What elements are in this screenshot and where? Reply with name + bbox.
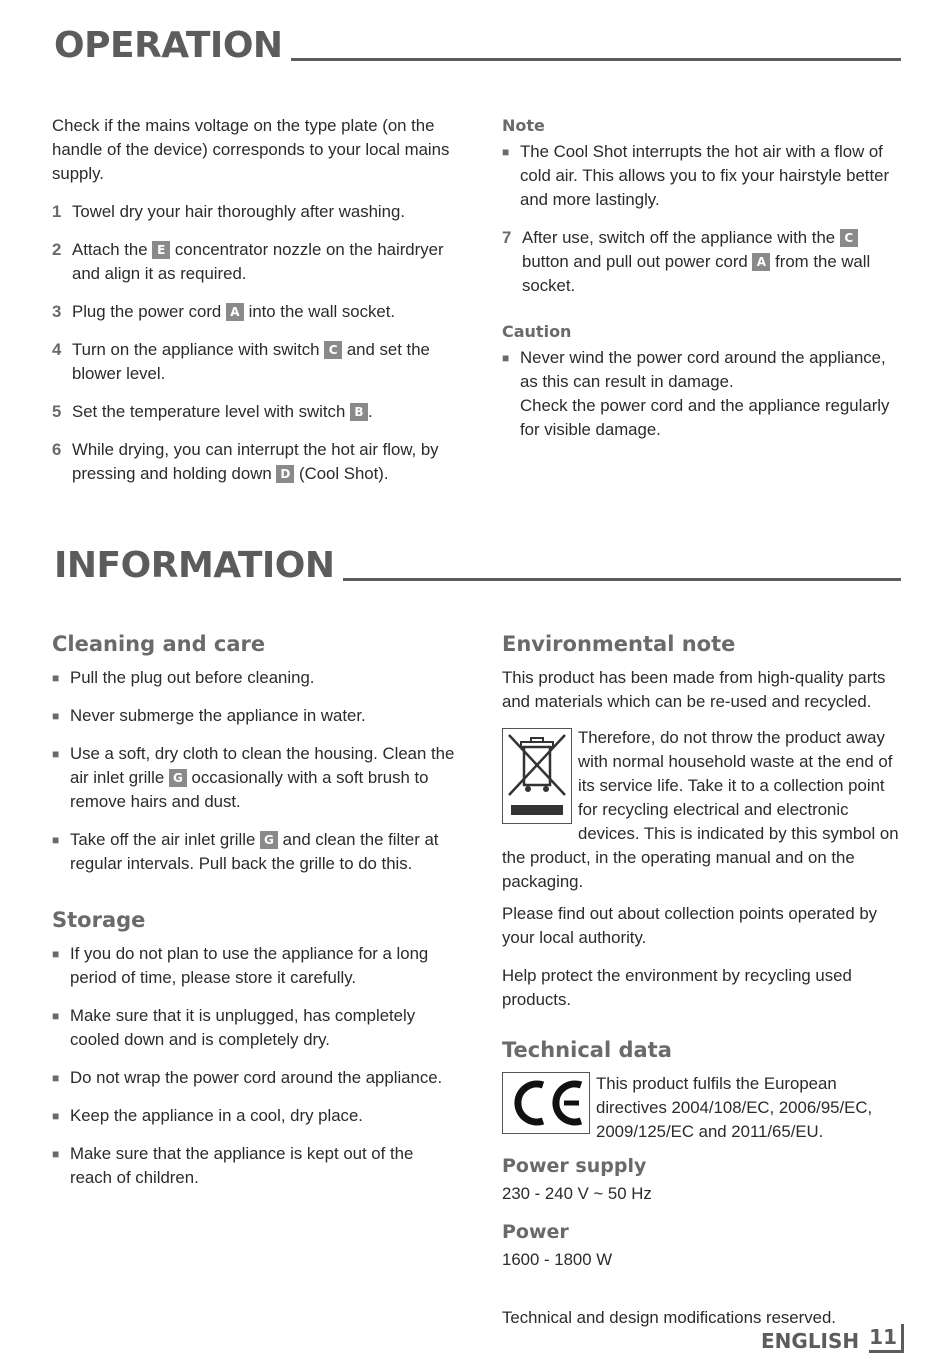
heading-rule	[343, 578, 901, 581]
caution-item	[502, 346, 906, 442]
step-text-part: Turn on the appliance with switch	[72, 340, 325, 359]
storage-list	[52, 942, 456, 1190]
step-number: 3	[52, 302, 62, 321]
storage-text: Do not wrap the power cord around the appliance.	[70, 1068, 443, 1087]
cleaning-text	[70, 828, 456, 876]
operation-heading	[54, 25, 901, 66]
step-item	[52, 200, 456, 224]
bullet-square-icon: ■	[52, 1109, 60, 1123]
note-item	[502, 140, 906, 212]
caution-label: Caution	[502, 322, 572, 341]
key-label: A	[226, 303, 244, 321]
step-text-part: (Cool Shot).	[294, 464, 389, 483]
page-footer	[761, 1324, 904, 1353]
bullet-square-icon: ■	[52, 1147, 60, 1161]
key-label: G	[260, 831, 278, 849]
cleaning-text-part: Take off the air inlet grille	[70, 830, 260, 849]
ce-text: This product fulfils the European directives 2004/108/EC, 2006/95/EC, 2009/125/EC and 2011/65/EU.	[596, 1074, 873, 1141]
note-text: The Cool Shot interrupts the hot air with a flow of cold air. This allows you to fix your hairstyle better and more lastingly.	[520, 142, 890, 209]
storage-item	[52, 1104, 456, 1128]
cleaning-text	[70, 666, 456, 690]
step-text-part: .	[367, 402, 373, 421]
storage-text: Make sure that it is unplugged, has completely cooled down and is completely dry.	[70, 1006, 416, 1049]
key-label-a: A	[752, 253, 770, 271]
power-label: Power	[502, 1221, 569, 1243]
bullet-square-icon: ■	[52, 709, 60, 723]
cleaning-text-part: occasionally with a soft brush to remove hairs and dust.	[70, 768, 429, 811]
bullet-square-icon: ■	[52, 671, 60, 685]
power-value: 1600 - 1800 W	[502, 1250, 613, 1269]
step-item	[52, 438, 456, 486]
step-number: 4	[52, 340, 62, 359]
cleaning-text-part: and clean the filter at regular intervals. Pull back the grille to do this.	[70, 830, 439, 873]
step-text-part: concentrator nozzle on the hairdryer and align it as required.	[72, 240, 444, 283]
note-label: Note	[502, 116, 545, 135]
environment-symbol-block	[502, 726, 906, 894]
information-right-column	[502, 632, 906, 1344]
cleaning-title: Cleaning and care	[52, 632, 266, 656]
bullet-square-icon: ■	[52, 833, 60, 847]
technical-title: Technical data	[502, 1038, 672, 1062]
storage-item	[52, 1142, 456, 1190]
key-label: G	[169, 769, 187, 787]
step-text-part: Set the temperature level with switch	[72, 402, 350, 421]
step-text	[72, 400, 456, 424]
step-text-part: into the wall socket.	[243, 302, 396, 321]
ce-mark-icon	[502, 1072, 590, 1134]
step-number: 1	[52, 202, 62, 221]
key-label: D	[276, 465, 294, 483]
ce-block	[502, 1072, 906, 1144]
bullet-square-icon: ■	[502, 351, 510, 365]
storage-item	[52, 1004, 456, 1052]
cleaning-text-part: Use a soft, dry cloth to clean the housing. Clean the air inlet grille	[70, 744, 455, 787]
step-text	[72, 438, 456, 486]
step-number: 5	[52, 402, 62, 421]
step-text	[72, 300, 456, 324]
step-text-part: Attach the	[72, 240, 153, 259]
bullet-square-icon: ■	[52, 1009, 60, 1023]
key-label: B	[350, 403, 368, 421]
environment-text-2: Therefore, do not throw the product away with normal household waste at the end of its service life. Take it to a collection point for recycling electrical and electronic devices. This is indicated by this symbol on the product, in the operating manual and on the packaging.	[502, 728, 899, 891]
step-text-part: While drying, you can interrupt the hot air flow, by pressing and holding down	[72, 440, 439, 483]
step-number: 2	[52, 240, 62, 259]
cleaning-item	[52, 666, 456, 690]
information-heading	[54, 545, 901, 586]
bullet-square-icon: ■	[52, 1071, 60, 1085]
key-label: E	[152, 241, 170, 259]
step-text	[72, 238, 456, 286]
step-item	[52, 338, 456, 386]
operation-left-column	[52, 114, 456, 500]
step-text-part: and set the blower level.	[72, 340, 430, 383]
environment-text-1: This product has been made from high-quality parts and materials which can be re-used and recycled.	[502, 668, 886, 711]
modifications-reserved-text: Technical and design modifications reserved.	[502, 1308, 836, 1327]
cleaning-item	[52, 828, 456, 876]
key-label-c: C	[840, 229, 858, 247]
step-item	[52, 300, 456, 324]
key-label: C	[324, 341, 342, 359]
step-text-part: Plug the power cord	[72, 302, 226, 321]
step-item	[52, 238, 456, 286]
operation-intro: Check if the mains voltage on the type plate (on the handle of the device) corresponds to your local mains supply.	[52, 116, 450, 183]
storage-title: Storage	[52, 908, 146, 932]
storage-text: If you do not plan to use the appliance for a long period of time, please store it carefully.	[70, 944, 429, 987]
cleaning-text-part: Pull the plug out before cleaning.	[70, 668, 315, 687]
storage-item	[52, 1066, 456, 1090]
storage-text: Make sure that the appliance is kept out of the reach of children.	[70, 1144, 414, 1187]
storage-text: Keep the appliance in a cool, dry place.	[70, 1106, 363, 1125]
information-left-column	[52, 632, 456, 1204]
step-text: After use, switch off the appliance with the C button and pull out power cord A from the wall socket.	[522, 228, 871, 295]
environment-text-4: Help protect the environment by recycling used products.	[502, 966, 852, 1009]
bullet-square-icon: ■	[52, 947, 60, 961]
operation-title: OPERATION	[54, 25, 283, 66]
cleaning-text	[70, 704, 456, 728]
operation-steps	[52, 200, 456, 486]
step-item	[52, 400, 456, 424]
operation-right-column	[502, 114, 906, 456]
step-number: 6	[52, 440, 62, 459]
caution-text-2: Check the power cord and the appliance regularly for visible damage.	[520, 396, 890, 439]
power-supply-value: 230 - 240 V ~ 50 Hz	[502, 1184, 652, 1203]
page-number: 11	[869, 1324, 904, 1353]
step-text-part: Towel dry your hair thoroughly after washing.	[72, 202, 405, 221]
bullet-square-icon: ■	[502, 145, 510, 159]
step-text	[72, 338, 456, 386]
caution-text-1: Never wind the power cord around the appliance, as this can result in damage.	[520, 348, 886, 391]
heading-rule	[291, 58, 901, 61]
step-text	[72, 200, 456, 224]
environment-text-3: Please find out about collection points operated by your local authority.	[502, 904, 878, 947]
weee-crossed-bin-icon	[502, 728, 572, 824]
cleaning-list	[52, 666, 456, 876]
information-title: INFORMATION	[54, 545, 335, 586]
footer-language: ENGLISH	[761, 1329, 860, 1353]
step-7	[502, 226, 906, 298]
cleaning-text-part: Never submerge the appliance in water.	[70, 706, 366, 725]
bullet-square-icon: ■	[52, 747, 60, 761]
cleaning-text	[70, 742, 456, 814]
storage-item	[52, 942, 456, 990]
cleaning-item	[52, 704, 456, 728]
environment-title: Environmental note	[502, 632, 736, 656]
power-supply-label: Power supply	[502, 1155, 647, 1177]
step-number: 7	[502, 228, 512, 247]
cleaning-item	[52, 742, 456, 814]
